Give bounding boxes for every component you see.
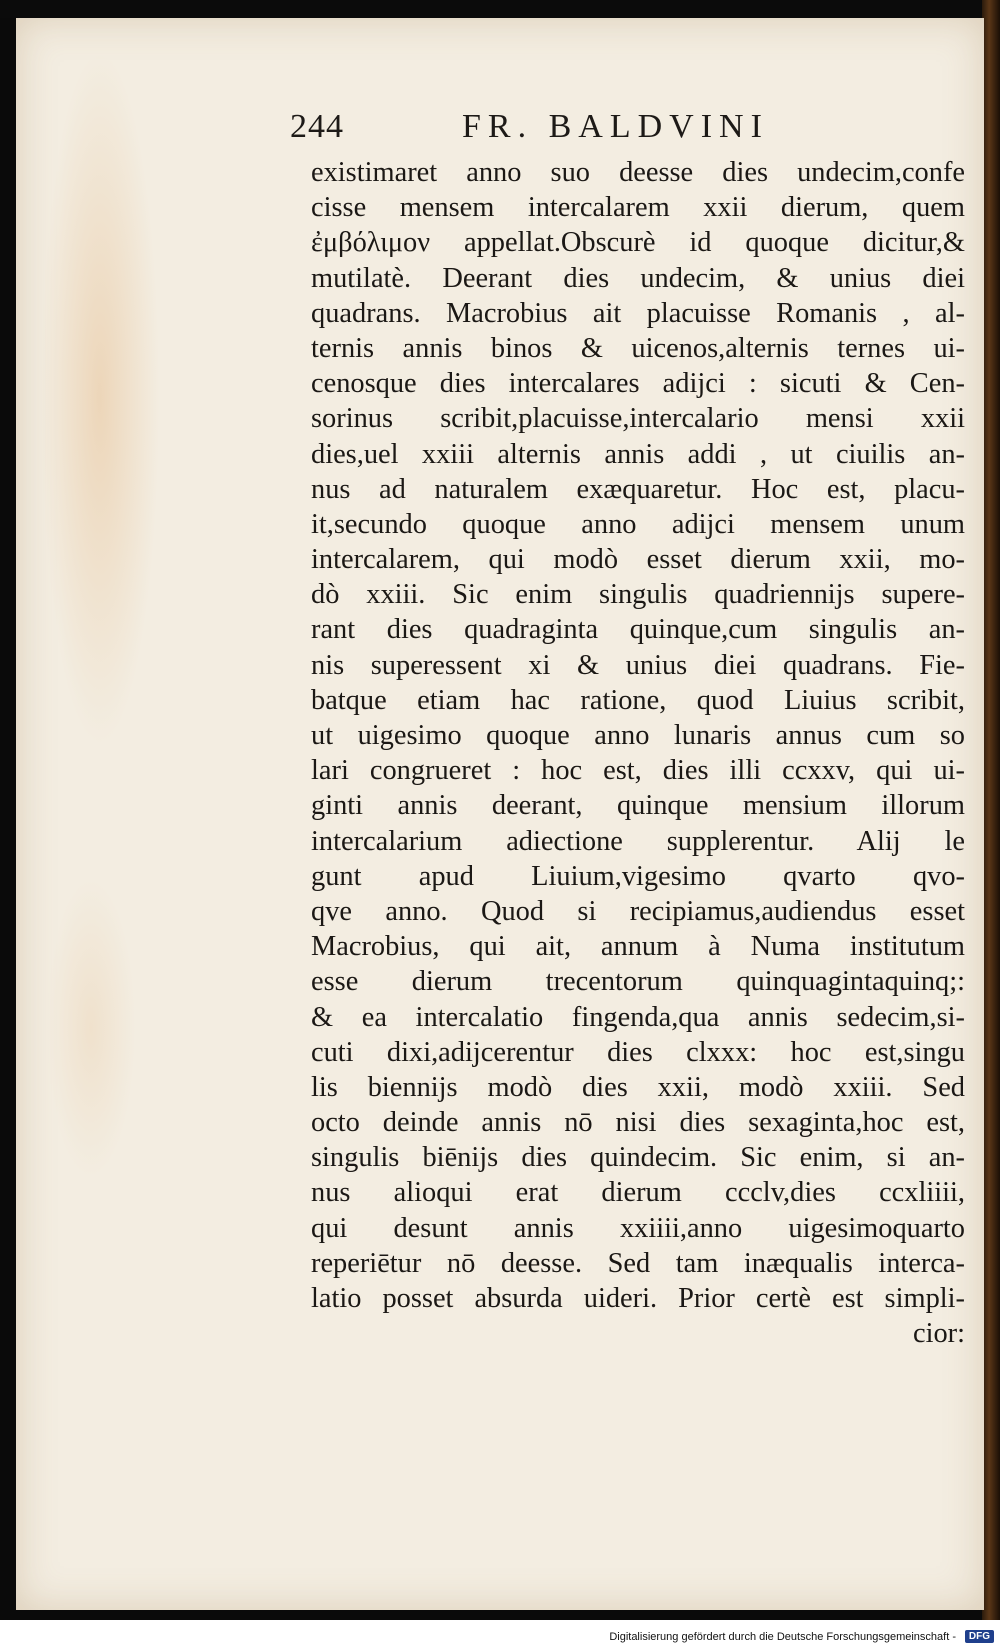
- text-line: nus ad naturalem exæquaretur. Hoc est, placu-: [311, 473, 965, 505]
- scan-background-top: [0, 0, 1000, 18]
- text-line: it,secundo quoque anno adijci mensem unum: [311, 508, 965, 540]
- paper-stain: [46, 878, 136, 1178]
- text-line: gunt apud Liuium,vigesimo qvarto qvo-: [311, 860, 965, 892]
- text-line: ginti annis deerant, quinque mensium illorum: [311, 790, 965, 822]
- text-line: lari congrueret : hoc est, dies illi ccxxv, qui ui-: [311, 755, 965, 787]
- paper-stain: [40, 48, 160, 748]
- text-line: intercalarem, qui modò esset dierum xxii, mo-: [311, 544, 965, 576]
- text-line: quadrans. Macrobius ait placuisse Romanis , al-: [311, 297, 965, 329]
- body-text: [311, 155, 965, 1351]
- text-line: lis biennijs modò dies xxii, modò xxiii. Sed: [311, 1071, 965, 1103]
- text-line: dò xxiii. Sic enim singulis quadriennijs supere-: [311, 579, 965, 611]
- text-line: mutilatè. Deerant dies undecim, & unius diei: [311, 262, 965, 294]
- text-line: qve anno. Quod si recipiamus,audiendus esset: [311, 895, 965, 927]
- page-number: 244: [290, 108, 344, 145]
- funding-credit: Digitalisierung gefördert durch die Deutsche Forschungsgemeinschaft -: [609, 1631, 956, 1643]
- text-line: singulis biēnijs dies quindecim. Sic enim, si an-: [311, 1142, 965, 1174]
- text-line: qui desunt annis xxiiii,anno uigesimoquarto: [311, 1212, 965, 1244]
- text-line: ut uigesimo quoque anno lunaris annus cum so: [311, 720, 965, 751]
- catchword: cior:: [912, 1318, 965, 1350]
- text-line: cuti dixi,adijcerentur dies clxxx: hoc est,singu: [311, 1036, 965, 1068]
- text-line: Macrobius, qui ait, annum à Numa institutum: [311, 931, 965, 963]
- text-line: & ea intercalatio fingenda,qua annis sedecim,si-: [311, 1001, 965, 1033]
- text-line: esse dierum trecentorum quinquagintaquinq;:: [311, 966, 965, 998]
- text-line: existimaret anno suo deesse dies undecim,confe: [311, 157, 965, 188]
- dfg-logo: DFG: [965, 1630, 994, 1643]
- text-line: nis superessent xi & unius diei quadrans. Fie-: [311, 649, 965, 681]
- book-edge: [982, 0, 1000, 1620]
- text-line: latio posset absurda uideri. Prior certè est simpli-: [311, 1283, 965, 1314]
- text-line: sorinus scribit,placuisse,intercalario mensi xxii: [311, 403, 965, 435]
- text-line: dies,uel xxiii alternis annis addi , ut ciuilis an-: [311, 438, 965, 470]
- text-line: intercalarium adiectione supplerentur. Alij le: [311, 825, 965, 857]
- text-line: batque etiam hac ratione, quod Liuius scribit,: [311, 684, 965, 716]
- text-line: cenosque dies intercalares adijci : sicuti & Cen-: [311, 368, 965, 400]
- text-line: ἐμβόλιμον appellat.Obscurè id quoque dicitur,&: [311, 227, 965, 259]
- text-line: rant dies quadraginta quinque,cum singulis an-: [311, 614, 965, 646]
- text-line: ternis annis binos & uicenos,alternis ternes ui-: [311, 332, 965, 364]
- text-line: cisse mensem intercalarem xxii dierum, quem: [311, 192, 965, 224]
- text-line: reperiētur nō deesse. Sed tam inæqualis interca-: [311, 1247, 965, 1279]
- text-line: octo deinde annis nō nisi dies sexaginta,hoc est,: [311, 1107, 965, 1139]
- text-line: nus alioqui erat dierum ccclv,dies ccxliiii,: [311, 1177, 965, 1209]
- running-head: FR. BALDVINI: [462, 108, 769, 145]
